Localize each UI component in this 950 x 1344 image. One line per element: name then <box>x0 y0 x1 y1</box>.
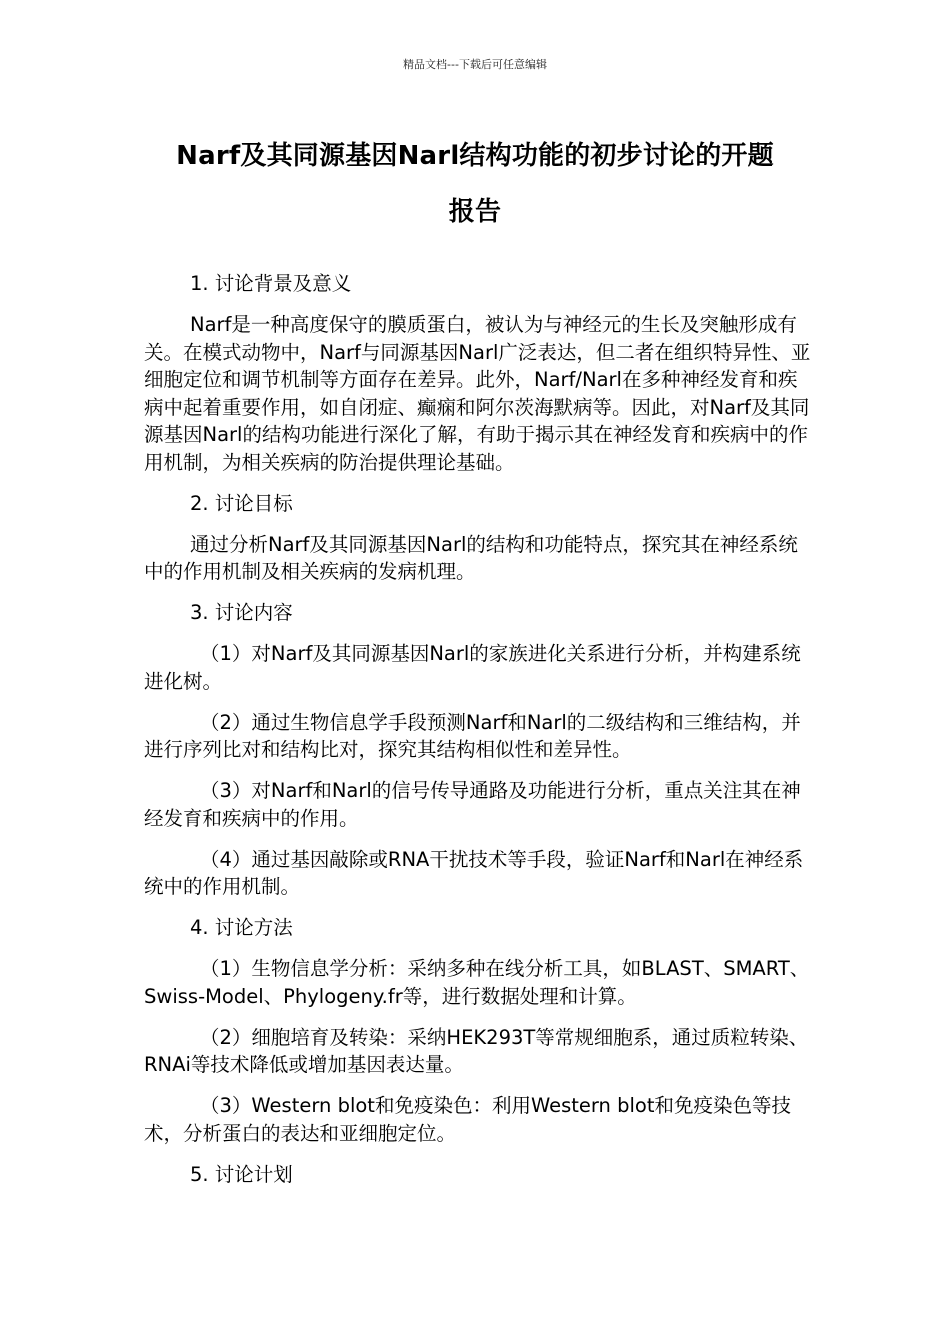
section-paragraph: Narf是一种高度保守的膜质蛋白，被认为与神经元的生长及突触形成有关。在模式动物中，Narf与同源基因Narl广泛表达，但二者在组织特异性、亚细胞定位和调节机制等方面存在差异。此外，Narf/Narl在多种神经发育和疾病中起着重要作用，如自闭症、癫痫和阿尔茨海默病等。因此，对Narf及其同源基因Narl的结构功能进行深化了解，有助于揭示其在神经发育和疾病中的作用机制，为相关疾病的防治提供理论基础。 <box>144 313 811 474</box>
document-title <box>120 128 830 240</box>
document-body <box>144 270 812 1202</box>
header-note: 精品文档---下载后可任意编辑 <box>403 58 547 71</box>
list-item: （3）对Narf和Narl的信号传导通路及功能进行分析，重点关注其在神经发育和疾病中的作用。 <box>144 779 801 830</box>
section-heading: 5. 讨论计划 <box>190 1162 293 1186</box>
list-item: （4）通过基因敲除或RNA干扰技术等手段，验证Narf和Narl在神经系统中的作用机制。 <box>144 847 804 898</box>
section-paragraph: 通过分析Narf及其同源基因Narl的结构和功能特点，探究其在神经系统中的作用机制及相关疾病的发病机理。 <box>144 532 798 583</box>
section-heading: 1. 讨论背景及意义 <box>190 272 352 295</box>
list-item: （1）对Narf及其同源基因Narl的家族进化关系进行分析，并构建系统进化树。 <box>144 642 801 693</box>
list-item: （1）生物信息学分析：采纳多种在线分析工具，如BLAST、SMART、Swiss-Model、Phylogeny.fr等，进行数据处理和计算。 <box>144 957 810 1008</box>
list-item: （3）Western blot和免疫染色：利用Western blot和免疫染色等技术，分析蛋白的表达和亚细胞定位。 <box>144 1094 791 1145</box>
list-item: （2）细胞培育及转染：采纳HEK293T等常规细胞系，通过质粒转染、RNAi等技术降低或增加基因表达量。 <box>144 1025 809 1076</box>
section-heading: 4. 讨论方法 <box>190 916 293 939</box>
title-line-2: 报告 <box>448 197 502 227</box>
section-heading: 3. 讨论内容 <box>190 601 293 624</box>
title-line-1: Narf及其同源基因Narl结构功能的初步讨论的开题 <box>176 141 774 171</box>
list-item: （2）通过生物信息学手段预测Narf和Narl的二级结构和三维结构，并进行序列比对和结构比对，探究其结构相似性和差异性。 <box>144 710 801 761</box>
section-heading: 2. 讨论目标 <box>190 491 293 515</box>
